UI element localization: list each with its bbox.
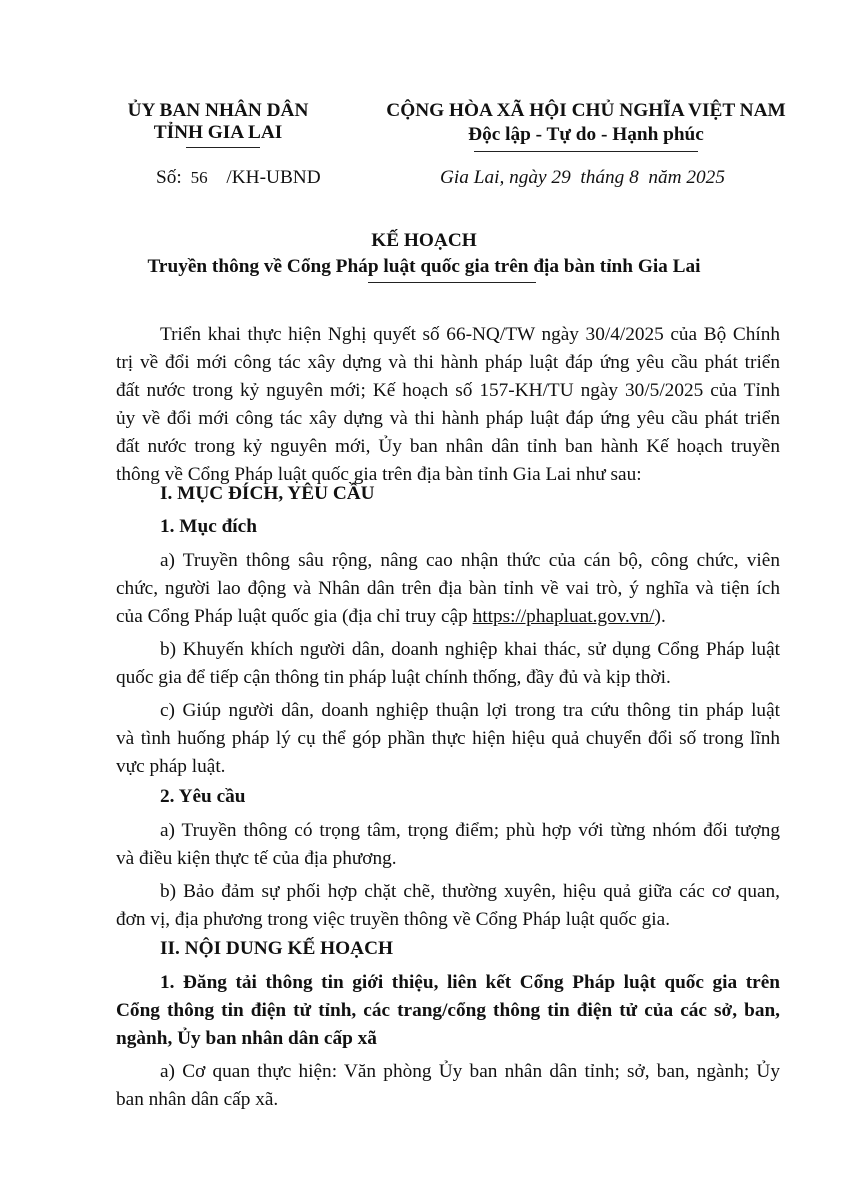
- section-2-sub1-line: 1. Đăng tải thông tin giới thiệu, liên kết Cổng Pháp luật quốc gia trên: [160, 972, 780, 993]
- purpose-a-text: của Cổng Pháp luật quốc gia (địa chỉ truy cập: [116, 606, 468, 627]
- section-2-a-line: ban nhân dân cấp xã.: [116, 1089, 279, 1110]
- purpose-b-line: quốc gia để tiếp cận thông tin pháp luật chính thống, đầy đủ và kịp thời.: [116, 667, 671, 688]
- document-number: [156, 167, 321, 189]
- requirement-b-line: b) Bảo đảm sự phối hợp chặt chẽ, thường xuyên, hiệu quả giữa các cơ quan,: [160, 881, 780, 902]
- intro-line: đất nước trong kỷ nguyên mới, Ủy ban nhân dân tỉnh ban hành Kế hoạch truyền: [116, 436, 780, 457]
- purpose-c-line: c) Giúp người dân, doanh nghiệp thuận lợi trong tra cứu thông tin pháp luật: [160, 700, 780, 721]
- purpose-a-line: [116, 603, 780, 631]
- requirement-a-line: và điều kiện thực tế của địa phương.: [116, 848, 397, 869]
- requirement-a-line: a) Truyền thông có trọng tâm, trọng điểm; phù hợp với từng nhóm đối tượng: [160, 820, 780, 841]
- section-2-a-line: a) Cơ quan thực hiện: Văn phòng Ủy ban nhân dân tỉnh; sở, ban, ngành; Ủy: [160, 1061, 780, 1082]
- intro-line: trị về đổi mới công tác xây dựng và thi hành pháp luật đáp ứng yêu cầu phát triển: [116, 352, 780, 373]
- purpose-c-line: và tình huống pháp lý cụ thể góp phần thực hiện hiệu quả chuyển đổi số trong lĩnh: [116, 728, 780, 749]
- section-1-heading: I. MỤC ĐÍCH, YÊU CẦU: [160, 483, 375, 504]
- date-day: 29: [551, 167, 571, 188]
- date-month: 8: [629, 167, 639, 188]
- intro-line: đất nước trong kỷ nguyên mới; Kế hoạch số 157-KH/TU ngày 30/5/2025 của Tỉnh: [116, 380, 780, 401]
- motto-underline: [474, 151, 698, 152]
- plan-type: KẾ HOẠCH: [371, 230, 477, 251]
- org-name-line2: TỈNH GIA LAI: [153, 122, 283, 143]
- date-place: Gia Lai, ngày: [440, 167, 547, 188]
- number-prefix: Số:: [156, 167, 182, 188]
- section-1-sub1: 1. Mục đích: [160, 516, 257, 537]
- purpose-a-line: chức, người lao động và Nhân dân trên địa bàn tỉnh về vai trò, ý nghĩa và tiện ích: [116, 578, 780, 599]
- purpose-b-line: b) Khuyến khích người dân, doanh nghiệp khai thác, sử dụng Cổng Pháp luật: [160, 639, 780, 660]
- intro-line: Triển khai thực hiện Nghị quyết số 66-NQ/TW ngày 30/4/2025 của Bộ Chính: [160, 324, 780, 345]
- requirement-b-line: đơn vị, địa phương trong việc truyền thông về Cổng Pháp luật quốc gia.: [116, 909, 671, 930]
- national-motto: Độc lập - Tự do - Hạnh phúc: [468, 124, 704, 145]
- org-underline: [186, 147, 260, 148]
- section-2-sub1-line: Cổng thông tin điện tử tỉnh, các trang/cổng thông tin điện tử của các sở, ban,: [116, 1000, 780, 1021]
- section-1-sub2: 2. Yêu cầu: [160, 786, 246, 807]
- title-underline: [368, 282, 536, 283]
- date-month-label: tháng: [580, 167, 625, 188]
- intro-line: ủy về đổi mới công tác xây dựng và thi hành pháp luật đáp ứng yêu cầu phát triển: [116, 408, 780, 429]
- republic-name: CỘNG HÒA XÃ HỘI CHỦ NGHĨA VIỆT NAM: [386, 100, 786, 121]
- plan-subject: Truyền thông về Cổng Pháp luật quốc gia trên địa bàn tỉnh Gia Lai: [147, 256, 701, 277]
- section-2-sub1-line: ngành, Ủy ban nhân dân cấp xã: [116, 1028, 377, 1049]
- date-year: năm 2025: [648, 167, 725, 188]
- number-suffix: /KH-UBND: [226, 167, 321, 188]
- portal-link[interactable]: https://phapluat.gov.vn/: [472, 606, 655, 627]
- purpose-a-line: a) Truyền thông sâu rộng, nâng cao nhận thức của cán bộ, công chức, viên: [160, 550, 780, 571]
- purpose-a-end: ).: [654, 606, 666, 627]
- document-date: [440, 167, 725, 189]
- org-name-line1: ỦY BAN NHÂN DÂN: [127, 100, 309, 121]
- section-2-heading: II. NỘI DUNG KẾ HOẠCH: [160, 938, 394, 959]
- intro-line: thông về Cổng Pháp luật quốc gia trên địa bàn tỉnh Gia Lai như sau:: [116, 464, 642, 485]
- number-value: 56: [190, 168, 208, 187]
- purpose-c-line: vực pháp luật.: [116, 756, 226, 777]
